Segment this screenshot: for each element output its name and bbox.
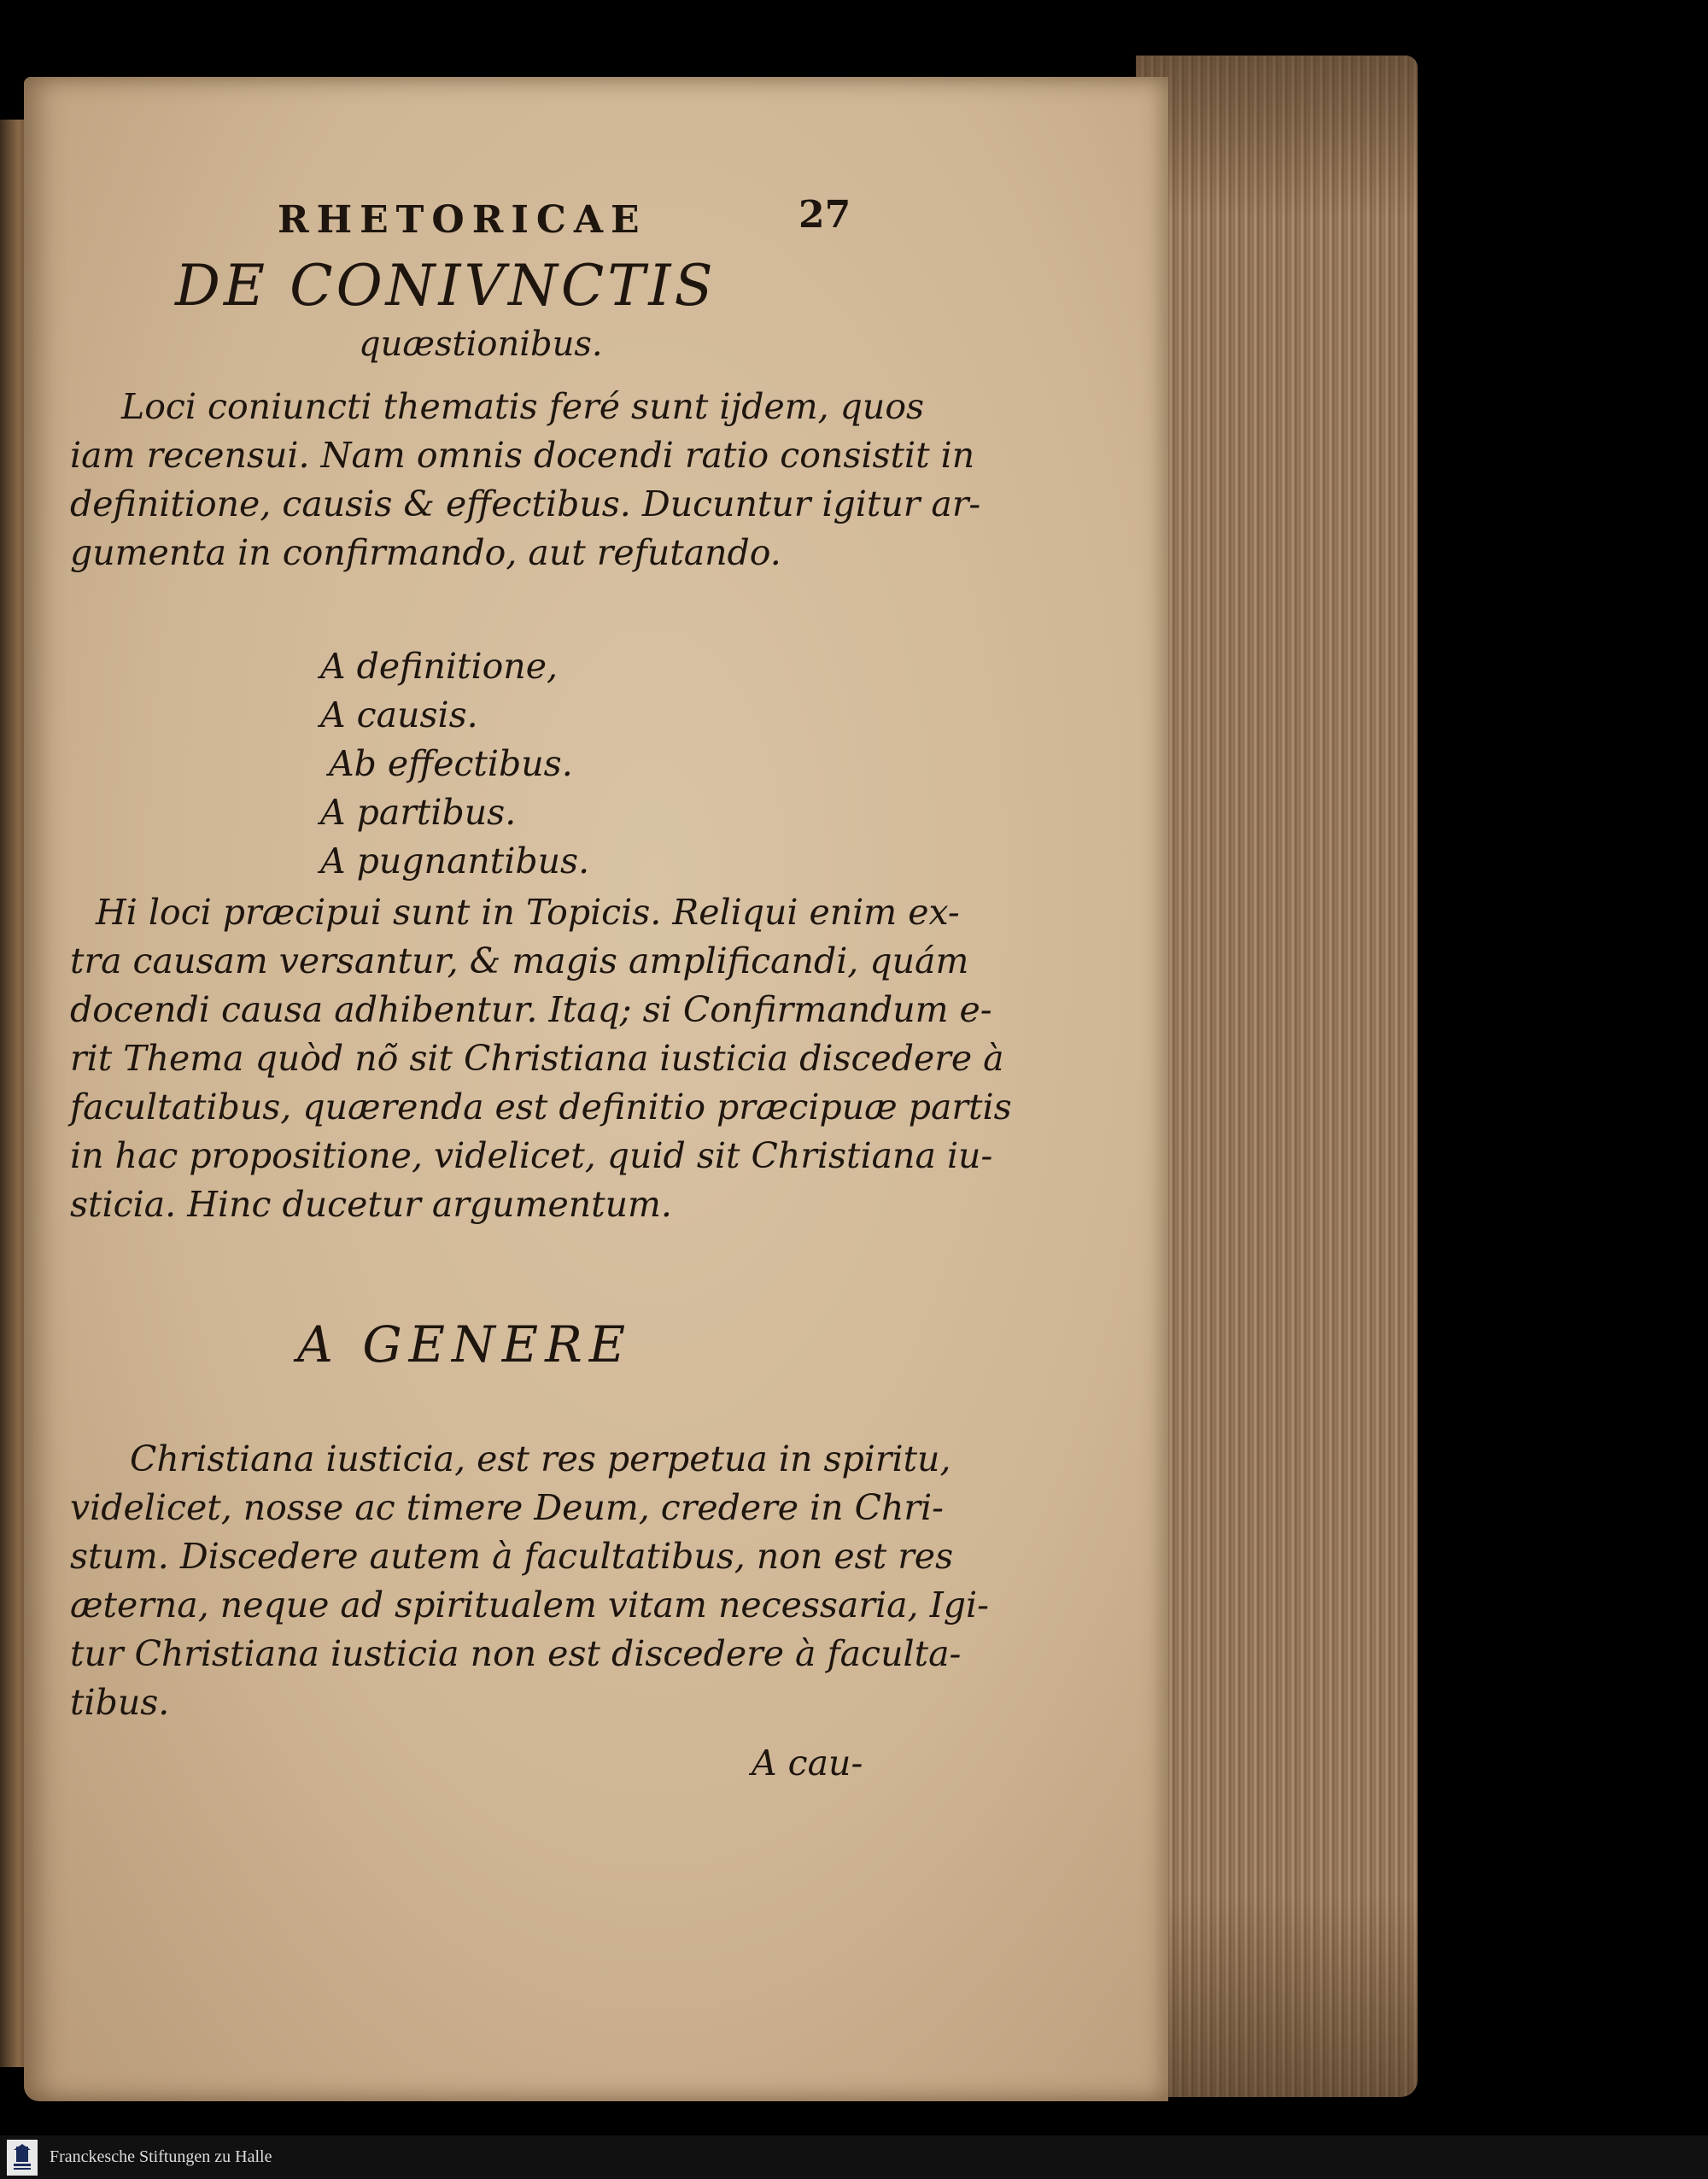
text-line: videlicet, nosse ac timere Deum, credere in Chri-	[70, 1487, 944, 1528]
paragraph-1	[70, 383, 981, 577]
paragraph-3	[70, 1435, 990, 1727]
section-heading-genere: A GENERE	[297, 1315, 633, 1374]
catchword: A cau-	[752, 1743, 863, 1784]
page-number: 27	[798, 193, 851, 237]
text-line: tibus.	[70, 1682, 170, 1723]
loci-item: Ab effectibus.	[329, 743, 573, 784]
text-line: Loci coniuncti thematis feré sunt ijdem, quos	[121, 386, 925, 427]
footer-bar	[0, 2135, 1708, 2179]
loci-item: A causis.	[320, 694, 478, 735]
text-line: sticia. Hinc ducetur argumentum.	[70, 1184, 672, 1225]
footer-institution: Franckesche Stiftungen zu Halle	[50, 2147, 272, 2166]
text-line: rit Thema quòd nõ sit Christiana iusticia discedere à	[70, 1038, 1004, 1079]
text-line: æterna, neque ad spiritualem vitam necessaria, Igi-	[70, 1584, 990, 1625]
loci-list	[320, 642, 589, 886]
loci-item: A definitione,	[320, 646, 558, 687]
page-block-edges	[1136, 56, 1418, 2097]
loci-item: A pugnantibus.	[320, 841, 590, 882]
text-line: iam recensui. Nam omnis docendi ratio consistit in	[70, 435, 975, 476]
text-line: tra causam versantur, & magis amplificandi, quám	[70, 940, 969, 981]
text-line: tur Christiana iusticia non est discedere à faculta-	[70, 1633, 962, 1674]
text-line: definitione, causis & effectibus. Ducuntur igitur ar-	[70, 483, 981, 524]
section-title: DE CONIVNCTIS	[175, 253, 717, 319]
text-line: Hi loci præcipui sunt in Topicis. Reliqui enim ex-	[96, 892, 960, 933]
text-line: Christiana iusticia, est res perpetua in spiritu,	[130, 1438, 951, 1479]
text-line: stum. Discedere autem à facultatibus, non est res	[70, 1536, 954, 1577]
text-line: in hac propositione, videlicet, quid sit Christiana iu-	[70, 1135, 993, 1176]
text-line: facultatibus, quærenda est definitio præcipuæ partis	[70, 1087, 1012, 1128]
institution-logo-icon	[7, 2140, 38, 2176]
section-subtitle: quæstionibus.	[359, 325, 603, 364]
running-head: RHETORICAE	[278, 198, 647, 242]
text-line: gumenta in confirmando, aut refutando.	[70, 532, 781, 573]
paragraph-2	[70, 888, 1012, 1229]
loci-item: A partibus.	[320, 792, 517, 833]
text-line: docendi causa adhibentur. Itaq; si Confirmandum e-	[70, 989, 992, 1030]
